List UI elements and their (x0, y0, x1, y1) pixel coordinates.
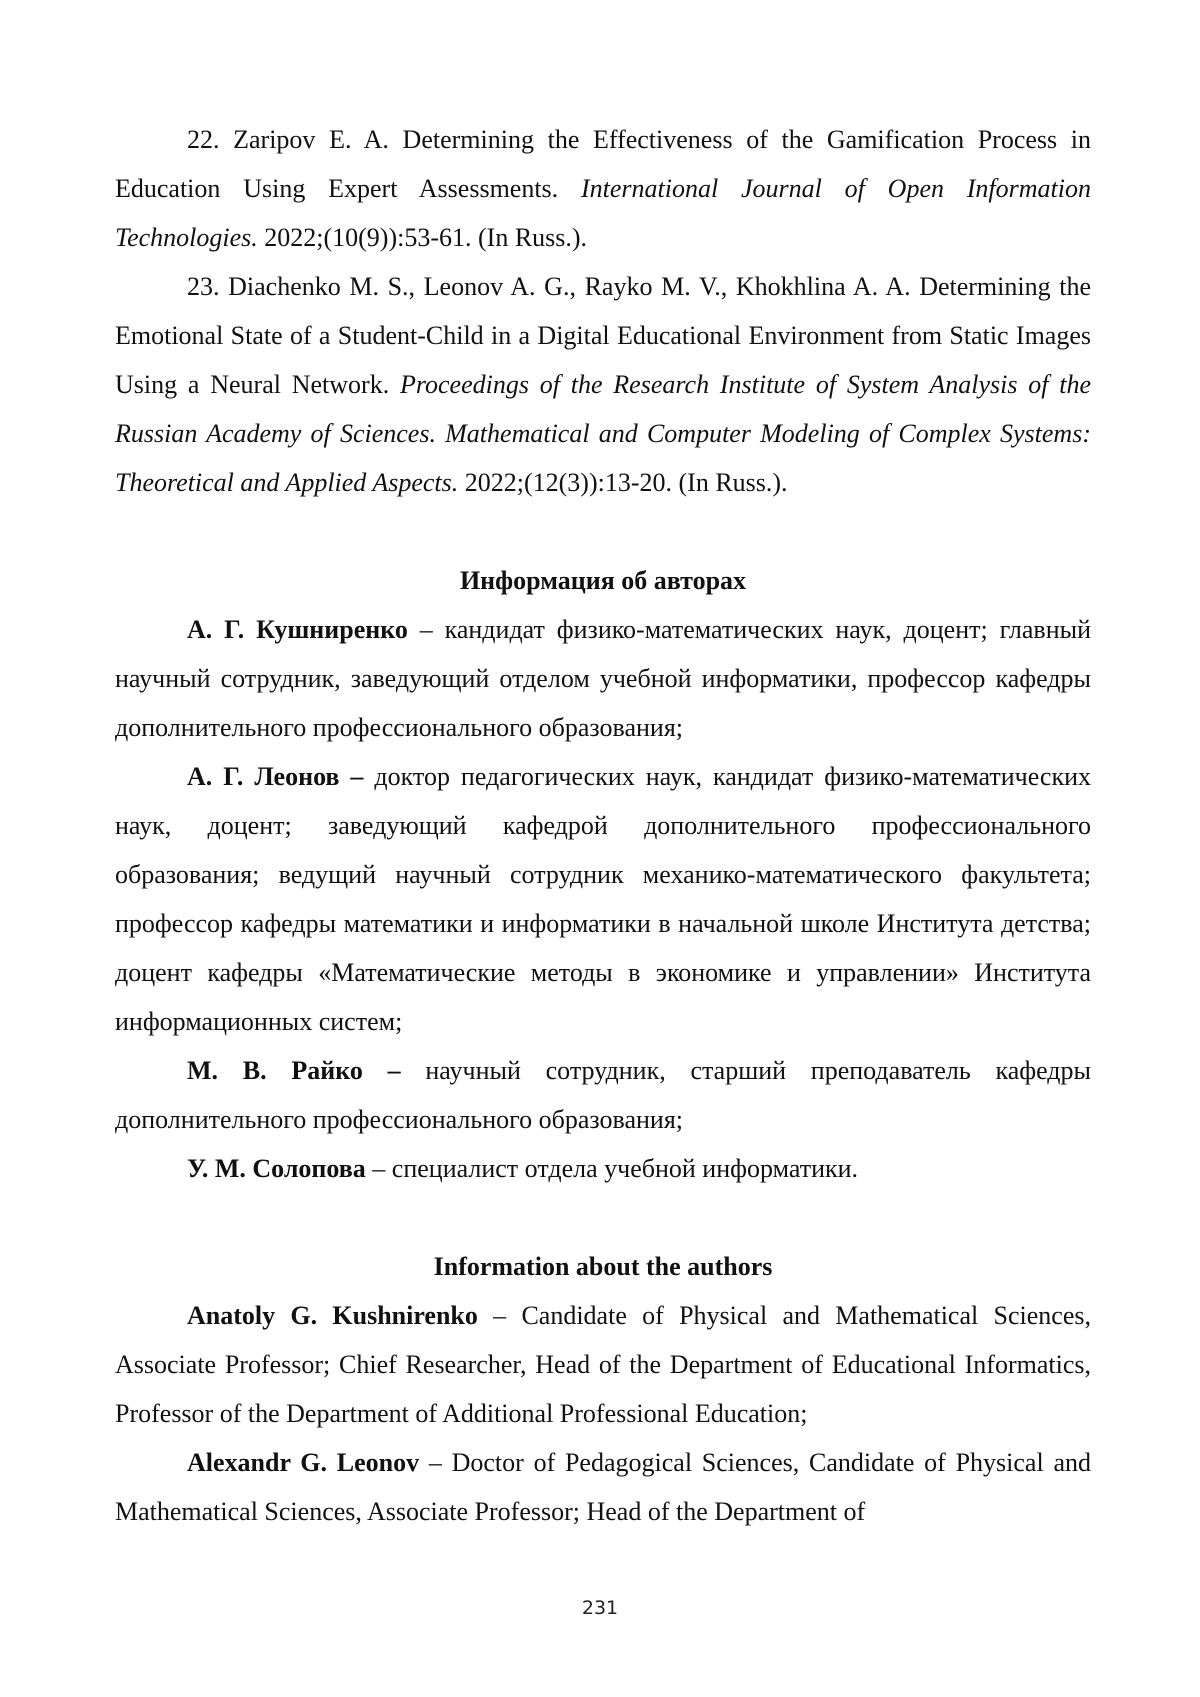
author-ru-name: А. Г. Кушниренко (187, 615, 408, 644)
author-ru-description: – специалист отдела учебной информатики. (365, 1154, 859, 1183)
author-ru-description: – кандидат физико-математических наук, доцент; главный научный сотрудник, заведующий отделом учебной информатики, профессор кафедры дополнительного профессионального образования; (115, 615, 1092, 742)
authors-en-heading: Information about the authors (433, 1252, 773, 1281)
author-en-entry (115, 1438, 1091, 1536)
author-ru-description: доктор педагогических наук, кандидат физико-математических наук, доцент; заведующий кафедрой дополнительного профессионального образования; ведущий научный сотрудник механико-математического факультета; профессор кафедры математики и информатики в начальной школе Института детства; доцент кафедры «Математические методы в экономике и управлении» Института информационных систем; (115, 762, 1091, 1036)
section-spacer (115, 1193, 1091, 1242)
author-ru-name: А. Г. Леонов – (187, 762, 364, 791)
author-en-name: Alexandr G. Leonov (187, 1448, 420, 1477)
reference-22-details: 2022;(10(9)):53-61. (In Russ.). (257, 223, 588, 252)
reference-22-journal: International Journal of Open Information Technologies. (115, 174, 1091, 252)
authors-ru-heading: Информация об авторах (459, 566, 747, 595)
author-ru-entry (115, 1144, 1091, 1193)
reference-22 (115, 115, 1091, 262)
reference-23-authors-title: 23. Diachenko M. S., Leonov A. G., Rayko M. V., Khokhlina A. A. Determining the Emotional State of a Student-Child in a Digital Educational Environment from Static Images Using a Neural Network. (115, 272, 1091, 399)
author-ru-description: научный сотрудник, старший преподаватель кафедры дополнительного профессионального образования; (115, 1056, 1091, 1134)
author-en-entry (115, 1291, 1091, 1438)
author-en-description: – Candidate of Physical and Mathematical Sciences, Associate Professor; Chief Researcher, Head of the Department of Educational Informatics, Professor of the Department of Additional Professional Education; (115, 1301, 1091, 1428)
author-en-name: Anatoly G. Kushnirenko (187, 1301, 478, 1330)
section-spacer (115, 507, 1091, 556)
reference-23 (115, 262, 1091, 507)
author-ru-entry (115, 1046, 1091, 1144)
page-number: 231 (581, 1597, 619, 1619)
author-ru-name: М. В. Райко – (187, 1056, 401, 1085)
reference-23-journal: Proceedings of the Research Institute of System Analysis of the Russian Academy of Sciences. Mathematical and Computer Modeling of Complex Systems: Theoretical and Applied Aspects. (115, 370, 1091, 497)
author-ru-name: У. М. Солопова (187, 1154, 366, 1183)
author-ru-entry (115, 605, 1091, 752)
reference-22-authors-title: 22. Zaripov E. A. Determining the Effectiveness of the Gamification Process in Education Using Expert Assessments. (115, 125, 1091, 203)
reference-23-details: 2022;(12(3)):13-20. (In Russ.). (458, 468, 788, 497)
author-ru-entry (115, 752, 1091, 1046)
author-en-description: – Doctor of Pedagogical Sciences, Candidate of Physical and Mathematical Sciences, Associate Professor; Head of the Department of (115, 1448, 1091, 1526)
page-body (115, 115, 1091, 1536)
